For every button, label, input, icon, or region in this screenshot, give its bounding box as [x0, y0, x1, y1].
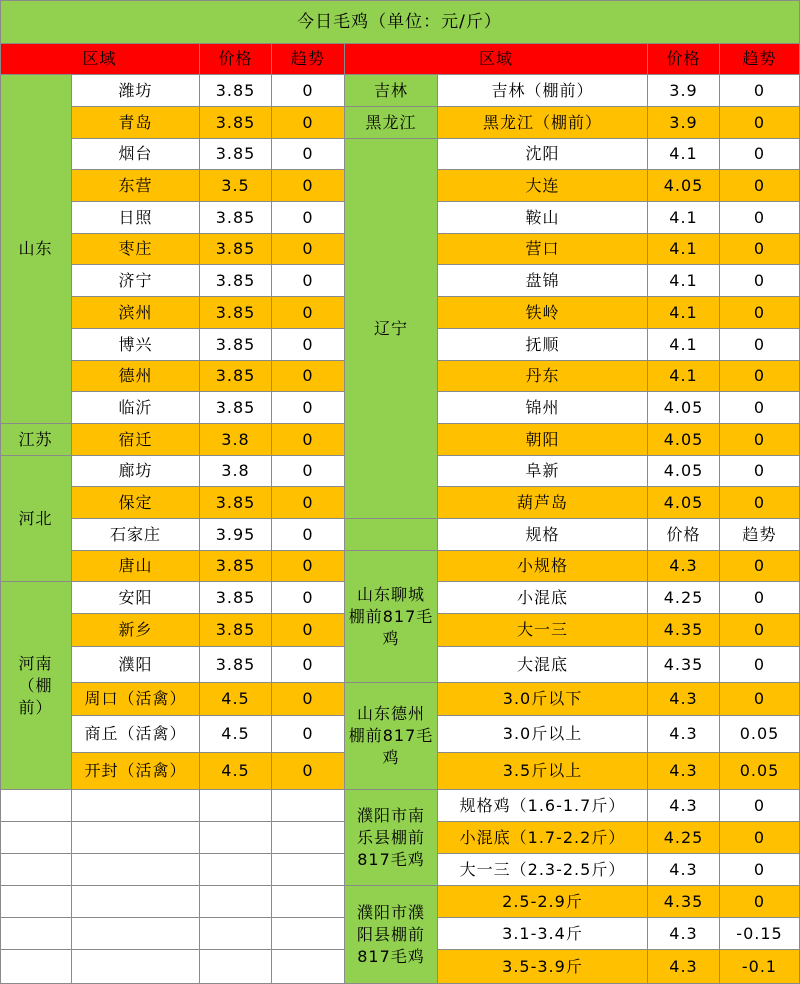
price-value: 4.3	[648, 854, 720, 886]
trend-value: 0	[720, 107, 800, 139]
region-name: 濮阳市濮 阳县棚前 817毛鸡	[345, 886, 438, 984]
price-value: 3.85	[200, 487, 272, 519]
region-name: 山东	[0, 75, 72, 424]
price-value: 4.35	[648, 886, 720, 918]
region-name: 吉林	[345, 75, 438, 107]
price-value: 4.35	[648, 614, 720, 647]
trend-value: 0	[272, 361, 345, 392]
city-name: 新乡	[72, 614, 200, 647]
item-name: 沈阳	[438, 139, 648, 170]
item-name: 大混底	[438, 647, 648, 683]
trend-value: 0	[272, 683, 345, 716]
empty-cell	[272, 822, 345, 854]
trend-value: 0	[720, 647, 800, 683]
item-name: 大一三（2.3-2.5斤）	[438, 854, 648, 886]
price-value: 4.5	[200, 716, 272, 753]
price-value: 4.05	[648, 424, 720, 456]
trend-value: 0	[272, 424, 345, 456]
item-name: 规格	[438, 519, 648, 551]
item-name: 阜新	[438, 456, 648, 487]
trend-value: 0	[720, 202, 800, 234]
trend-value: 0	[272, 297, 345, 329]
city-name: 石家庄	[72, 519, 200, 551]
price-value: 4.1	[648, 139, 720, 170]
trend-value: 0	[272, 487, 345, 519]
city-name: 青岛	[72, 107, 200, 139]
city-name: 博兴	[72, 329, 200, 361]
trend-value: 0.05	[720, 716, 800, 753]
price-value: 3.85	[200, 614, 272, 647]
price-value: 3.8	[200, 456, 272, 487]
empty-cell	[72, 918, 200, 950]
price-value: 3.85	[200, 361, 272, 392]
empty-cell	[200, 918, 272, 950]
price-value: 3.9	[648, 75, 720, 107]
empty-cell	[0, 854, 72, 886]
region-name: 黑龙江	[345, 107, 438, 139]
price-value: 3.85	[200, 582, 272, 614]
item-name: 铁岭	[438, 297, 648, 329]
city-name: 滨州	[72, 297, 200, 329]
region-name: 山东德州 棚前817毛 鸡	[345, 683, 438, 790]
header-price-right: 价格	[648, 44, 720, 75]
price-value: 3.95	[200, 519, 272, 551]
city-name: 烟台	[72, 139, 200, 170]
city-name: 保定	[72, 487, 200, 519]
price-value: 3.85	[200, 551, 272, 582]
trend-value: 0	[272, 170, 345, 202]
item-name: 朝阳	[438, 424, 648, 456]
header-trend-left: 趋势	[272, 44, 345, 75]
trend-value: 0	[720, 139, 800, 170]
empty-cell	[72, 854, 200, 886]
item-name: 3.0斤以上	[438, 716, 648, 753]
price-value: 4.3	[648, 790, 720, 822]
item-name: 黑龙江（棚前）	[438, 107, 648, 139]
price-value: 4.5	[200, 683, 272, 716]
trend-value: 0	[720, 297, 800, 329]
price-value: 4.1	[648, 202, 720, 234]
header-trend-right: 趋势	[720, 44, 800, 75]
trend-value: 0	[272, 519, 345, 551]
price-value: 4.1	[648, 234, 720, 265]
trend-value: 0	[272, 456, 345, 487]
empty-cell	[0, 886, 72, 918]
city-name: 唐山	[72, 551, 200, 582]
trend-value: 0	[720, 265, 800, 297]
item-name: 营口	[438, 234, 648, 265]
price-value: 3.85	[200, 107, 272, 139]
trend-value: 0	[272, 107, 345, 139]
price-value: 4.35	[648, 647, 720, 683]
trend-value: 0	[720, 582, 800, 614]
region-name: 河南 （棚 前）	[0, 582, 72, 790]
header-price-left: 价格	[200, 44, 272, 75]
item-name: 大连	[438, 170, 648, 202]
city-name: 商丘（活禽）	[72, 716, 200, 753]
empty-cell	[200, 950, 272, 984]
item-name: 规格鸡（1.6-1.7斤）	[438, 790, 648, 822]
trend-value: 0	[720, 456, 800, 487]
price-value: 4.1	[648, 329, 720, 361]
city-name: 临沂	[72, 392, 200, 424]
empty-cell	[0, 950, 72, 984]
item-name: 葫芦岛	[438, 487, 648, 519]
trend-value: 0	[720, 392, 800, 424]
item-name: 小混底（1.7-2.2斤）	[438, 822, 648, 854]
trend-value: 0	[272, 265, 345, 297]
city-name: 德州	[72, 361, 200, 392]
city-name: 宿迁	[72, 424, 200, 456]
price-value: 3.85	[200, 297, 272, 329]
item-name: 3.5斤以上	[438, 753, 648, 790]
region-name: 山东聊城 棚前817毛 鸡	[345, 551, 438, 683]
empty-cell	[200, 822, 272, 854]
trend-value: 0	[272, 551, 345, 582]
price-value: 3.85	[200, 265, 272, 297]
trend-value: 0	[720, 683, 800, 716]
trend-value: 0	[272, 234, 345, 265]
trend-value: 0	[720, 329, 800, 361]
trend-value: 0	[720, 551, 800, 582]
price-value: 4.3	[648, 683, 720, 716]
trend-value: 0	[720, 614, 800, 647]
price-value: 4.25	[648, 582, 720, 614]
city-name: 安阳	[72, 582, 200, 614]
price-value: 3.85	[200, 647, 272, 683]
empty-cell	[72, 950, 200, 984]
trend-value: 0	[720, 234, 800, 265]
trend-value: 0	[272, 753, 345, 790]
trend-value: 0	[720, 75, 800, 107]
trend-value: 0.05	[720, 753, 800, 790]
trend-value: 0	[720, 790, 800, 822]
price-value: 4.3	[648, 950, 720, 984]
trend-value: 0	[272, 202, 345, 234]
city-name: 廊坊	[72, 456, 200, 487]
item-name: 3.5-3.9斤	[438, 950, 648, 984]
price-value: 价格	[648, 519, 720, 551]
empty-cell	[0, 918, 72, 950]
empty-cell	[272, 950, 345, 984]
trend-value: 0	[720, 886, 800, 918]
region-name	[345, 519, 438, 551]
empty-cell	[0, 822, 72, 854]
price-value: 4.5	[200, 753, 272, 790]
trend-value: 0	[272, 647, 345, 683]
table-title: 今日毛鸡（单位：元/斤）	[0, 0, 800, 44]
item-name: 抚顺	[438, 329, 648, 361]
trend-value: 0	[272, 582, 345, 614]
trend-value: 0	[272, 139, 345, 170]
trend-value: 0	[272, 716, 345, 753]
item-name: 丹东	[438, 361, 648, 392]
region-name: 江苏	[0, 424, 72, 456]
trend-value: 0	[720, 487, 800, 519]
trend-value: 0	[720, 854, 800, 886]
header-region-right: 区域	[345, 44, 648, 75]
item-name: 2.5-2.9斤	[438, 886, 648, 918]
price-value: 4.05	[648, 456, 720, 487]
trend-value: 0	[720, 170, 800, 202]
price-value: 3.9	[648, 107, 720, 139]
city-name: 枣庄	[72, 234, 200, 265]
empty-cell	[272, 790, 345, 822]
price-value: 3.85	[200, 329, 272, 361]
trend-value: 0	[272, 329, 345, 361]
city-name: 潍坊	[72, 75, 200, 107]
item-name: 吉林（棚前）	[438, 75, 648, 107]
header-region-left: 区域	[0, 44, 200, 75]
city-name: 日照	[72, 202, 200, 234]
price-value: 4.05	[648, 170, 720, 202]
price-value: 3.85	[200, 202, 272, 234]
item-name: 3.1-3.4斤	[438, 918, 648, 950]
price-value: 4.3	[648, 753, 720, 790]
trend-value: 0	[272, 392, 345, 424]
price-value: 3.85	[200, 139, 272, 170]
trend-value: 0	[720, 361, 800, 392]
empty-cell	[200, 886, 272, 918]
price-value: 4.3	[648, 918, 720, 950]
region-name: 辽宁	[345, 139, 438, 519]
trend-value: -0.1	[720, 950, 800, 984]
price-value: 4.1	[648, 297, 720, 329]
empty-cell	[272, 886, 345, 918]
item-name: 盘锦	[438, 265, 648, 297]
price-value: 3.85	[200, 392, 272, 424]
city-name: 东营	[72, 170, 200, 202]
price-value: 4.25	[648, 822, 720, 854]
trend-value: 0	[272, 614, 345, 647]
city-name: 濮阳	[72, 647, 200, 683]
trend-value: 趋势	[720, 519, 800, 551]
city-name: 济宁	[72, 265, 200, 297]
trend-value: -0.15	[720, 918, 800, 950]
price-value: 3.8	[200, 424, 272, 456]
item-name: 鞍山	[438, 202, 648, 234]
region-name: 濮阳市南 乐县棚前 817毛鸡	[345, 790, 438, 886]
item-name: 小规格	[438, 551, 648, 582]
item-name: 锦州	[438, 392, 648, 424]
trend-value: 0	[272, 75, 345, 107]
empty-cell	[272, 854, 345, 886]
trend-value: 0	[720, 424, 800, 456]
region-name: 河北	[0, 456, 72, 582]
item-name: 大一三	[438, 614, 648, 647]
price-value: 4.05	[648, 392, 720, 424]
price-value: 4.1	[648, 361, 720, 392]
city-name: 开封（活禽）	[72, 753, 200, 790]
price-value: 4.1	[648, 265, 720, 297]
price-value: 3.85	[200, 234, 272, 265]
empty-cell	[72, 790, 200, 822]
empty-cell	[200, 790, 272, 822]
empty-cell	[272, 918, 345, 950]
price-value: 4.05	[648, 487, 720, 519]
empty-cell	[72, 886, 200, 918]
trend-value: 0	[720, 822, 800, 854]
price-value: 3.5	[200, 170, 272, 202]
empty-cell	[72, 822, 200, 854]
price-value: 4.3	[648, 716, 720, 753]
city-name: 周口（活禽）	[72, 683, 200, 716]
empty-cell	[200, 854, 272, 886]
price-value: 4.3	[648, 551, 720, 582]
item-name: 3.0斤以下	[438, 683, 648, 716]
price-value: 3.85	[200, 75, 272, 107]
item-name: 小混底	[438, 582, 648, 614]
empty-cell	[0, 790, 72, 822]
